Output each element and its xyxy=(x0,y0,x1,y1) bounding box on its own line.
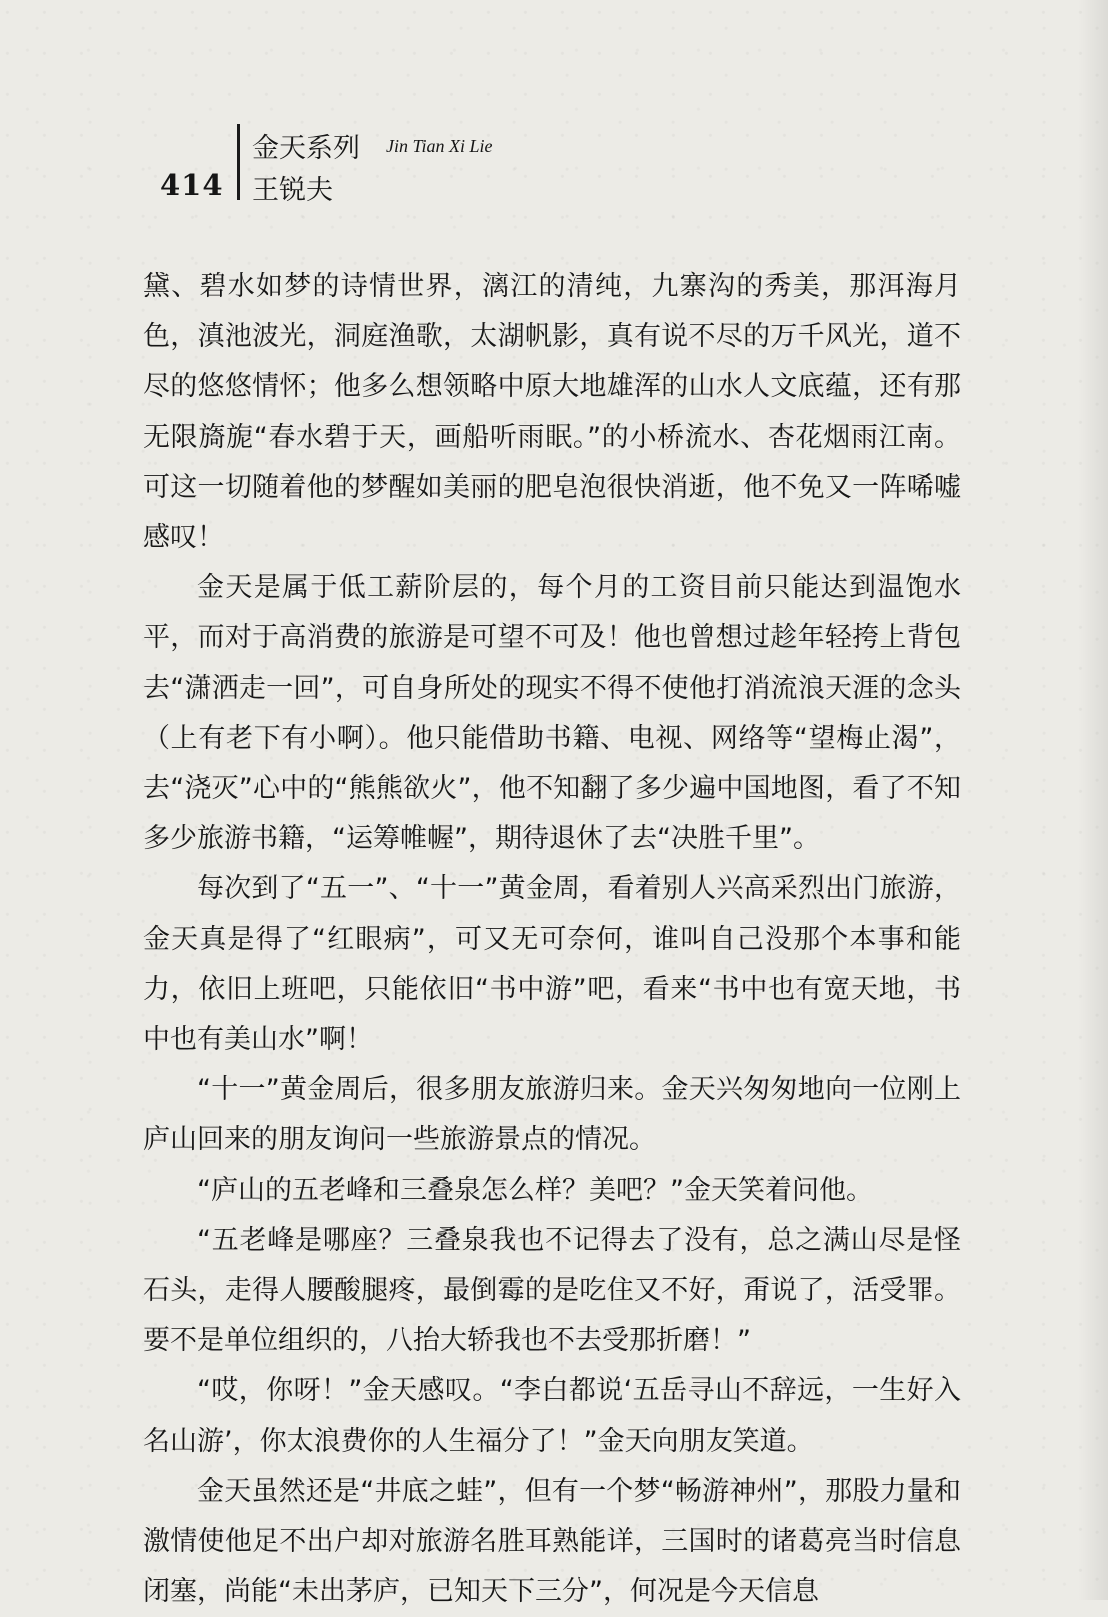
body-text xyxy=(143,262,961,1617)
series-title: 金天系列 xyxy=(252,133,360,164)
author-name: 王锐夫 xyxy=(252,175,333,206)
page-edge-shadow xyxy=(1078,0,1108,1600)
paragraph: “十一”黄金周后，很多朋友旅游归来。金天兴匆匆地向一位刚上庐山回来的朋友询问一些旅游景点的情况。 xyxy=(143,1074,961,1156)
paragraph: 金天是属于低工薪阶层的，每个月的工资目前只能达到温饱水平，而对于高消费的旅游是可望不可及！他也曾想过趁年轻挎上背包去“潇洒走一回”，可自身所处的现实不得不使他打消流浪天涯的念头（上有老下有小啊）。他只能借助书籍、电视、网络等“望梅止渴”，去“浇灭”心中的“熊熊欲火”，他不知翻了多少遍中国地图，看了不知多少旅游书籍，“运筹帷幄”，期待退休了去“决胜千里”。 xyxy=(143,572,961,855)
paragraph: “庐山的五老峰和三叠泉怎么样？美吧？”金天笑着问他。 xyxy=(197,1174,873,1206)
paragraph: “哎，你呀！”金天感叹。“李白都说‘五岳寻山不辞远，一生好入名山游’，你太浪费你的人生福分了！”金天向朋友笑道。 xyxy=(143,1375,961,1457)
paragraph: 金天虽然还是“井底之蛙”，但有一个梦“畅游神州”，那股力量和激情使他足不出户却对旅游名胜耳熟能详，三国时的诸葛亮当时信息闭塞，尚能“未出茅庐，已知天下三分”，何况是今天信息 xyxy=(143,1475,961,1608)
paragraph: “五老峰是哪座？三叠泉我也不记得去了没有，总之满山尽是怪石头，走得人腰酸腿疼，最倒霉的是吃住又不好，甭说了，活受罪。要不是单位组织的，八抬大轿我也不去受那折磨！” xyxy=(143,1224,961,1357)
running-header xyxy=(0,0,1108,220)
paragraph: 黛、碧水如梦的诗情世界，漓江的清纯，九寨沟的秀美，那洱海月色，滇池波光，洞庭渔歌，太湖帆影，真有说不尽的万千风光，道不尽的悠悠情怀；他多么想领略中原大地雄浑的山水人文底蕴，还有那无限旖旎“春水碧于天，画船听雨眠。”的小桥流水、杏花烟雨江南。可这一切随着他的梦醒如美丽的肥皂泡很快消逝，他不免又一阵唏嘘感叹！ xyxy=(143,271,961,554)
page-number: 414 xyxy=(160,168,224,202)
paragraph: 每次到了“五一”、“十一”黄金周，看着别人兴高采烈出门旅游，金天真是得了“红眼病”，可又无可奈何，谁叫自己没那个本事和能力，依旧上班吧，只能依旧“书中游”吧，看来“书中也有宽天地，书中也有美山水”啊！ xyxy=(143,873,961,1056)
header-divider xyxy=(237,124,240,200)
series-pinyin: Jin Tian Xi Lie xyxy=(386,136,493,156)
